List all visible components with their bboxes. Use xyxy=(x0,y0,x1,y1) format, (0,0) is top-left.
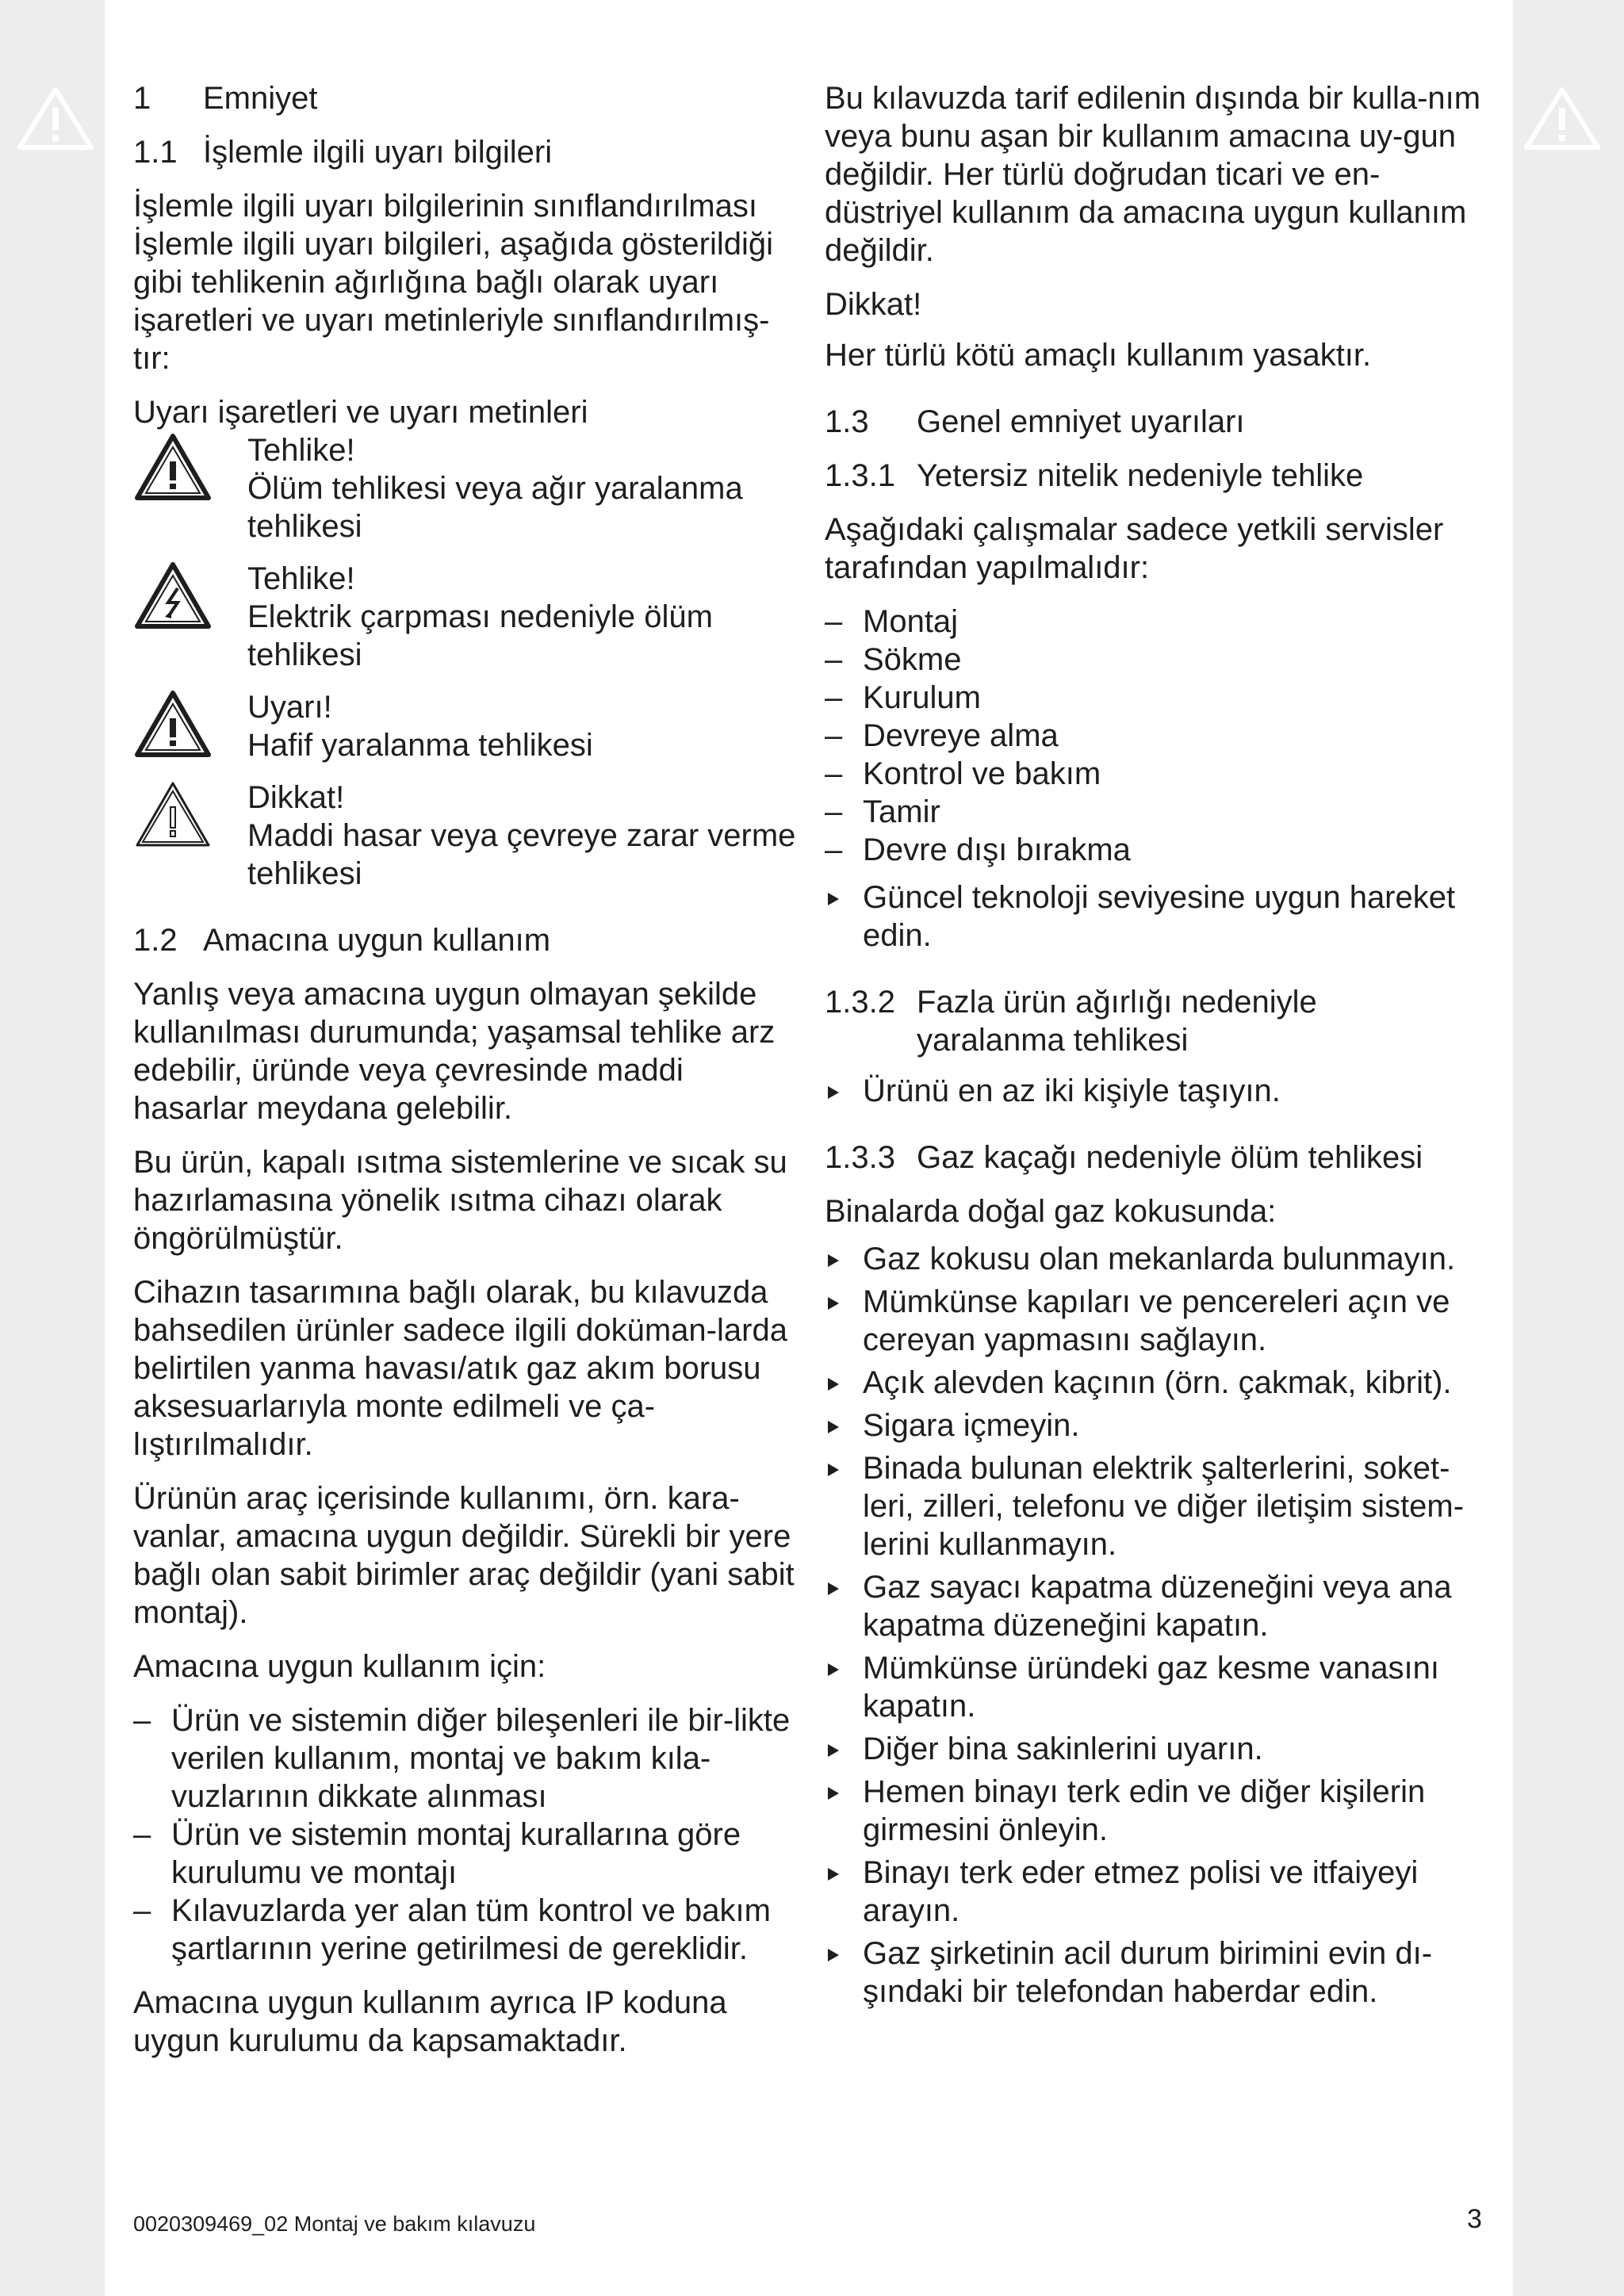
warning-title: Tehlike! xyxy=(247,561,355,596)
warning-text: Elektrik çarpması nedeniyle ölüm tehlikesi xyxy=(247,599,713,672)
dash-list xyxy=(133,1701,799,1968)
section-heading xyxy=(825,403,1491,441)
list-item: – Kılavuzlarda yer alan tüm kontrol ve bakım şartlarının yerine getirilmesi de gereklidir. xyxy=(133,1892,799,1968)
subheading: İşlemle ilgili uyarı bilgilerinin sınıflandırılması xyxy=(133,189,757,224)
warning-triangle-icon xyxy=(1522,86,1602,152)
action-item: Gaz şirketinin acil durum birimini evin dı-şındaki bir telefondan haberdar edin. xyxy=(825,1934,1491,2011)
section-title: Emniyet xyxy=(203,81,318,116)
list-item: – Devreye alma xyxy=(825,717,1491,755)
section-number: 1 xyxy=(133,81,151,116)
action-item: Gaz kokusu olan mekanlarda bulunmayın. xyxy=(825,1240,1491,1278)
paragraph: Yanlış veya amacına uygun olmayan şekilde kullanılması durumunda; yaşamsal tehlike arz edebilir, üründe veya çevresinde maddi hasarlar meydana gelebilir. xyxy=(133,977,776,1126)
paragraph: Bu kılavuzda tarif edilenin dışında bir kulla-nım veya bunu aşan bir kullanım amacına uy-gun değildir. Her türlü doğrudan ticari ve en-düstriyel kullanım da amacına uygun kullanım değildir. xyxy=(825,81,1481,268)
paragraph: Amacına uygun kullanım ayrıca IP koduna uygun kurulumu da kapsamaktadır. xyxy=(133,1985,727,2058)
section-heading xyxy=(825,983,1491,1059)
section-heading xyxy=(133,79,799,117)
section-title: Fazla ürün ağırlığı nedeniyle yaralanma tehlikesi xyxy=(917,985,1317,1058)
warning-title: Tehlike! xyxy=(247,433,355,468)
action-item: Diğer bina sakinlerini uyarın. xyxy=(825,1730,1491,1768)
warning-exclamation-icon xyxy=(133,431,213,503)
warning-item xyxy=(133,779,799,893)
paragraph: Amacına uygun kullanım için: xyxy=(133,1649,546,1684)
section-number: 1.3.1 xyxy=(825,458,895,493)
action-item: Güncel teknoloji seviyesine uygun hareket edin. xyxy=(825,878,1491,955)
footer-document-id: 0020309469_02 Montaj ve bakım kılavuzu xyxy=(133,2212,536,2236)
action-item: Gaz sayacı kapatma düzeneğini veya ana kapatma düzeneğini kapatın. xyxy=(825,1568,1491,1644)
section-title: Gaz kaçağı nedeniyle ölüm tehlikesi xyxy=(917,1140,1423,1175)
list-item: – Montaj xyxy=(825,603,1491,641)
right-column xyxy=(825,79,1491,2011)
action-item: Mümkünse üründeki gaz kesme vanasını kapatın. xyxy=(825,1649,1491,1725)
warning-exclamation-icon xyxy=(133,688,213,760)
action-item: Mümkünse kapıları ve pencereleri açın ve cereyan yapmasını sağlayın. xyxy=(825,1283,1491,1359)
electric-shock-icon xyxy=(133,560,213,631)
paragraph: Cihazın tasarımına bağlı olarak, bu kılavuzda bahsedilen ürünler sadece ilgili doküman-larda belirtilen yanma havası/atık gaz akım borusu aksesuarlarıyla monte edilmeli ve ça-lıştırılmalıdır. xyxy=(133,1275,787,1462)
section-number: 1.3.2 xyxy=(825,985,895,1020)
section-heading xyxy=(133,133,799,171)
list-item: – Tamir xyxy=(825,793,1491,831)
action-item: Sigara içmeyin. xyxy=(825,1406,1491,1445)
page-number: 3 xyxy=(1467,2204,1482,2234)
subheading: Uyarı işaretleri ve uyarı metinleri xyxy=(133,395,588,430)
section-heading xyxy=(825,1138,1491,1177)
section-number: 1.3 xyxy=(825,404,869,439)
paragraph: Bu ürün, kapalı ısıtma sistemlerine ve sıcak su hazırlamasına yönelik ısıtma cihazı olarak öngörülmüştür. xyxy=(133,1145,787,1256)
paragraph: Her türlü kötü amaçlı kullanım yasaktır. xyxy=(825,338,1372,373)
section-title: İşlemle ilgili uyarı bilgileri xyxy=(203,135,553,170)
section-title: Genel emniyet uyarıları xyxy=(917,404,1245,439)
section-title: Yetersiz nitelik nedeniyle tehlike xyxy=(917,458,1364,493)
list-item: – Sökme xyxy=(825,641,1491,679)
list-item: – Ürün ve sistemin diğer bileşenleri ile bir-likte verilen kullanım, montaj ve bakım kıla-vuzlarının dikkate alınması xyxy=(133,1701,799,1816)
list-item: – Ürün ve sistemin montaj kurallarına göre kurulumu ve montajı xyxy=(133,1816,799,1892)
action-item: Binayı terk eder etmez polisi ve itfaiyeyi arayın. xyxy=(825,1854,1491,1930)
section-number: 1.2 xyxy=(133,923,178,958)
paragraph: Binalarda doğal gaz kokusunda: xyxy=(825,1194,1277,1229)
warning-item xyxy=(133,688,799,764)
warning-triangle-icon xyxy=(16,86,95,152)
caution-outline-icon xyxy=(133,779,213,850)
list-item: – Devre dışı bırakma xyxy=(825,831,1491,869)
paragraph: Aşağıdaki çalışmalar sadece yetkili servisler tarafından yapılmalıdır: xyxy=(825,512,1444,585)
warning-item xyxy=(133,431,799,545)
section-title: Amacına uygun kullanım xyxy=(203,923,551,958)
warning-text: Hafif yaralanma tehlikesi xyxy=(247,728,593,763)
section-number: 1.1 xyxy=(133,135,178,170)
subheading: Dikkat! xyxy=(825,287,922,322)
list-item: – Kurulum xyxy=(825,679,1491,717)
warning-title: Uyarı! xyxy=(247,690,332,725)
action-list xyxy=(825,878,1491,955)
dash-list xyxy=(825,603,1491,869)
section-heading xyxy=(825,457,1491,495)
section-number: 1.3.3 xyxy=(825,1140,895,1175)
action-item: Ürünü en az iki kişiyle taşıyın. xyxy=(825,1072,1491,1110)
section-heading xyxy=(133,921,799,959)
action-list xyxy=(825,1072,1491,1110)
paragraph: Ürünün araç içerisinde kullanımı, örn. kara-vanlar, amacına uygun değildir. Sürekli bir yere bağlı olan sabit birimler araç değildir (yani sabit montaj). xyxy=(133,1481,795,1630)
warning-item xyxy=(133,560,799,674)
warning-text: Maddi hasar veya çevreye zarar verme tehlikesi xyxy=(247,818,796,891)
paragraph: İşlemle ilgili uyarı bilgileri, aşağıda gösterildiği gibi tehlikenin ağırlığına bağlı olarak uyarı işaretleri ve uyarı metinleriyle sınıflandırılmış-tır: xyxy=(133,227,774,376)
action-list xyxy=(825,1240,1491,2011)
action-item: Açık alevden kaçının (örn. çakmak, kibrit). xyxy=(825,1364,1491,1402)
warning-text: Ölüm tehlikesi veya ağır yaralanma tehlikesi xyxy=(247,471,743,544)
warning-title: Dikkat! xyxy=(247,780,345,815)
left-column xyxy=(133,79,799,2076)
action-item: Binada bulunan elektrik şalterlerini, soket-leri, zilleri, telefonu ve diğer iletişim sistem-lerini kullanmayın. xyxy=(825,1449,1491,1563)
list-item: – Kontrol ve bakım xyxy=(825,755,1491,793)
action-item: Hemen binayı terk edin ve diğer kişilerin girmesini önleyin. xyxy=(825,1773,1491,1849)
